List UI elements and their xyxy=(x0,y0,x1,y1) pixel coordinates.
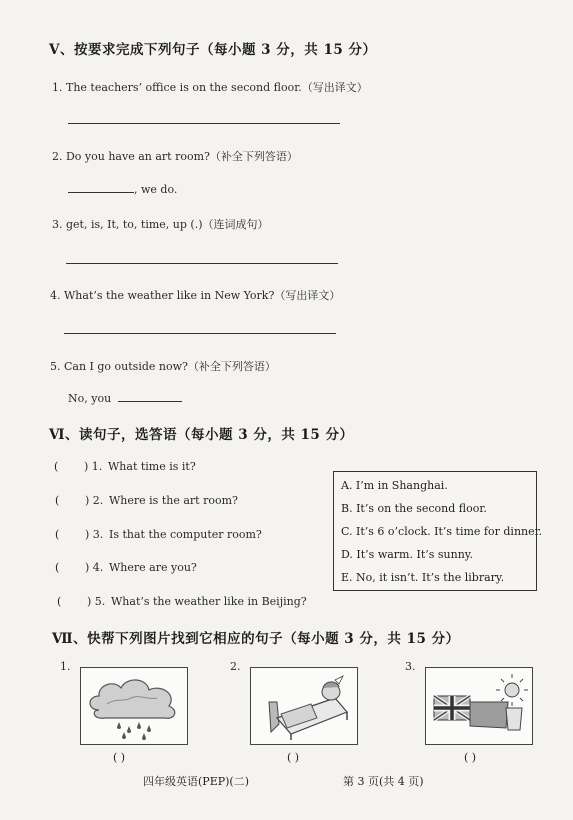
answer-5-5 xyxy=(68,392,182,405)
footer-page-number: 第 3 页(共 4 页) xyxy=(343,775,424,788)
option-d: D. It’s warm. It’s sunny. xyxy=(341,548,474,561)
answer-line-5-3[interactable] xyxy=(66,263,338,264)
option-c: C. It’s 6 o’clock. It’s time for dinner. xyxy=(341,525,543,538)
question-5-1: 1. The teachers’ office is on the second floor.（写出译文） xyxy=(52,81,368,94)
question-5-2: 2. Do you have an art room?（补全下列答语） xyxy=(52,150,298,163)
uk-flag-sunny-icon xyxy=(426,668,532,744)
option-b: B. It’s on the second floor. xyxy=(341,502,487,515)
picture-1-number: 1. xyxy=(60,660,71,673)
question-5-4: 4. What’s the weather like in New York?（写出译文） xyxy=(50,289,341,302)
blank-5-5[interactable] xyxy=(118,401,182,402)
section-6-title: Ⅵ、读句子，选答语（每小题 3 分，共 15 分） xyxy=(49,427,354,443)
blank-5-2[interactable] xyxy=(68,192,134,193)
sleeping-in-bed-icon xyxy=(251,668,357,744)
question-num: ) 4. xyxy=(85,561,104,574)
answer-5-2-suffix: , we do. xyxy=(134,183,178,196)
open-paren[interactable]: ( xyxy=(55,561,60,574)
picture-2-number: 2. xyxy=(230,660,241,673)
question-text: Where is the art room? xyxy=(109,494,238,507)
answer-5-5-prefix: No, you xyxy=(68,392,112,405)
question-text: What time is it? xyxy=(108,460,196,473)
open-paren[interactable]: ( xyxy=(54,460,59,473)
section-5-title: Ⅴ、按要求完成下列句子（每小题 3 分，共 15 分） xyxy=(49,42,377,58)
section-7-title: Ⅶ、快帮下列图片找到它相应的句子（每小题 3 分，共 15 分） xyxy=(52,631,460,647)
question-text: Is that the computer room? xyxy=(109,528,262,541)
picture-3 xyxy=(425,667,533,745)
question-text: What’s the weather like in Beijing? xyxy=(111,595,307,608)
picture-1 xyxy=(80,667,188,745)
answer-paren-2[interactable]: ( ) xyxy=(287,751,300,764)
answer-options-box xyxy=(333,471,543,591)
option-a: A. I’m in Shanghai. xyxy=(341,479,448,492)
answer-paren-3[interactable]: ( ) xyxy=(464,751,477,764)
question-5-5: 5. Can I go outside now?（补全下列答语） xyxy=(50,360,276,373)
picture-2 xyxy=(250,667,358,745)
open-paren[interactable]: ( xyxy=(55,528,60,541)
picture-3-number: 3. xyxy=(405,660,416,673)
open-paren[interactable]: ( xyxy=(55,494,60,507)
question-num: ) 1. xyxy=(84,460,103,473)
question-num: ) 3. xyxy=(85,528,104,541)
answer-paren-1[interactable]: ( ) xyxy=(113,751,126,764)
answer-5-2 xyxy=(68,183,177,196)
question-num: ) 2. xyxy=(85,494,104,507)
answer-line-5-1[interactable] xyxy=(68,123,340,124)
footer-subject: 四年级英语(PEP)(二) xyxy=(143,775,249,788)
rain-cloud-icon xyxy=(81,668,187,744)
question-num: ) 5. xyxy=(87,595,106,608)
question-5-3: 3. get, is, It, to, time, up (.)（连词成句） xyxy=(52,218,269,231)
answer-line-5-4[interactable] xyxy=(64,333,336,334)
open-paren[interactable]: ( xyxy=(57,595,62,608)
option-e: E. No, it isn’t. It’s the library. xyxy=(341,571,505,584)
question-text: Where are you? xyxy=(109,561,197,574)
